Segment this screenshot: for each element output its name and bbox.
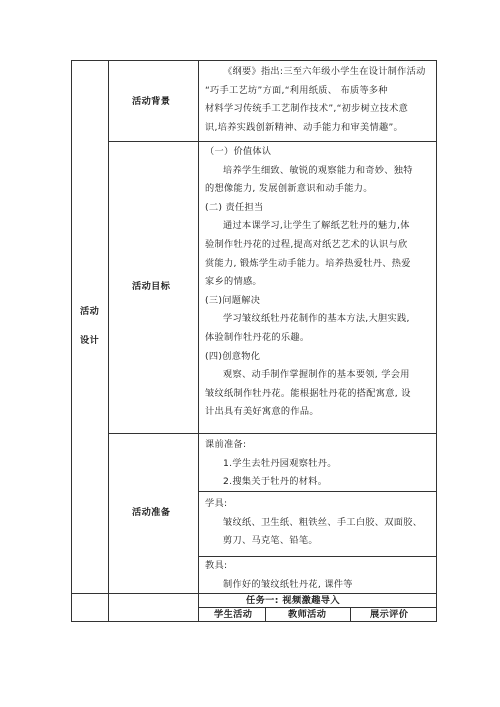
goal-section-title: (四)创意物化 xyxy=(205,350,261,362)
goal-line: 观察、动手制作掌握制作的基本要领, 学会用 xyxy=(223,369,410,381)
table-border-bottom xyxy=(71,621,437,622)
table-border-left xyxy=(71,60,72,622)
goals-label: 活动目标 xyxy=(132,281,171,292)
student-tools-text xyxy=(205,495,427,551)
student-tools-line: 皱纹纸、卫生纸、粗铁丝、手工白胶、双面胶、 xyxy=(223,516,423,528)
table-border-top xyxy=(71,60,437,61)
row-divider-task-title xyxy=(198,607,437,608)
background-label: 活动背景 xyxy=(132,96,171,107)
goal-line: 皱纹纸制作牡丹花。能根据牡丹花的搭配寓意, 设 xyxy=(205,387,411,399)
student-tools-line: 剪刀、马克笔、铅笔。 xyxy=(223,535,318,547)
task-column-header: 学生活动 xyxy=(214,609,253,620)
design-label-line2: 设计 xyxy=(80,335,100,346)
goal-line: 学习皱纹纸牡丹花制作的基本方法,大胆实践, xyxy=(223,313,410,325)
teacher-tools-text xyxy=(205,557,427,594)
goal-line: 计出具有美好寓意的作品。 xyxy=(205,406,319,418)
goal-line: 体验制作牡丹花的乐趣。 xyxy=(205,331,310,343)
teacher-tools-line: 制作好的皱纹纸牡丹花, 课件等 xyxy=(223,578,353,590)
table-border-col1 xyxy=(108,60,109,622)
task-col-divider-2 xyxy=(350,607,351,622)
background-line: 识,培养实践创新精神、动手能力和审美情趣”。 xyxy=(205,121,404,133)
pre-class-item: 2.搜集关于牡丹的材料。 xyxy=(223,476,328,488)
pre-class-text xyxy=(205,436,427,492)
design-label-line1: 活动 xyxy=(80,306,100,317)
goal-line: 培养学生细致、敏锐的观察能力和奇妙、独特 xyxy=(223,164,413,176)
goal-line: 验制作牡丹花的过程,提高对纸艺艺术的认识与欣 xyxy=(205,238,408,250)
background-line: 材料学习传统手工艺制作技术”,“初步树立技术意 xyxy=(205,103,409,115)
background-text xyxy=(205,63,427,137)
preparation-label: 活动准备 xyxy=(132,507,171,518)
student-tools-title: 学具: xyxy=(205,498,228,509)
pre-class-title: 课前准备: xyxy=(205,439,247,450)
teacher-tools-title: 教具: xyxy=(205,560,228,571)
goal-section-title: （一）价值体认 xyxy=(205,146,272,157)
goal-line: 赏能力, 锻炼学生动手能力。培养热爱牡丹、热爱 xyxy=(205,257,411,269)
goals-text xyxy=(205,143,427,422)
row-divider-goals xyxy=(108,433,437,434)
pre-class-item: 1.学生去牡丹园观察牡丹。 xyxy=(223,457,337,469)
task-column-header: 展示评价 xyxy=(370,609,409,620)
background-line: 《纲要》指出:三至六年级小学生在设计制作活动 xyxy=(223,66,426,77)
background-line: “巧手工艺坊”方面,“利用纸质、 布质等多种 xyxy=(205,84,388,96)
goal-line: 的想像能力, 发展创新意识和动手能力。 xyxy=(205,183,373,195)
goal-line: 通过本课学习,让学生了解纸艺牡丹的魅力,体 xyxy=(223,220,410,232)
task-column-header: 教师活动 xyxy=(288,609,327,620)
goal-line: 家乡的情感。 xyxy=(205,276,262,288)
table-border-col2 xyxy=(198,60,199,622)
goal-section-title: (二) 责任担当 xyxy=(205,201,264,213)
task-col-divider-1 xyxy=(265,607,266,622)
row-divider-background xyxy=(108,141,437,142)
table-border-right xyxy=(436,60,437,622)
goal-section-title: (三)问题解决 xyxy=(205,294,261,306)
task-title: 任务一: 视频激趣导入 xyxy=(246,595,340,606)
